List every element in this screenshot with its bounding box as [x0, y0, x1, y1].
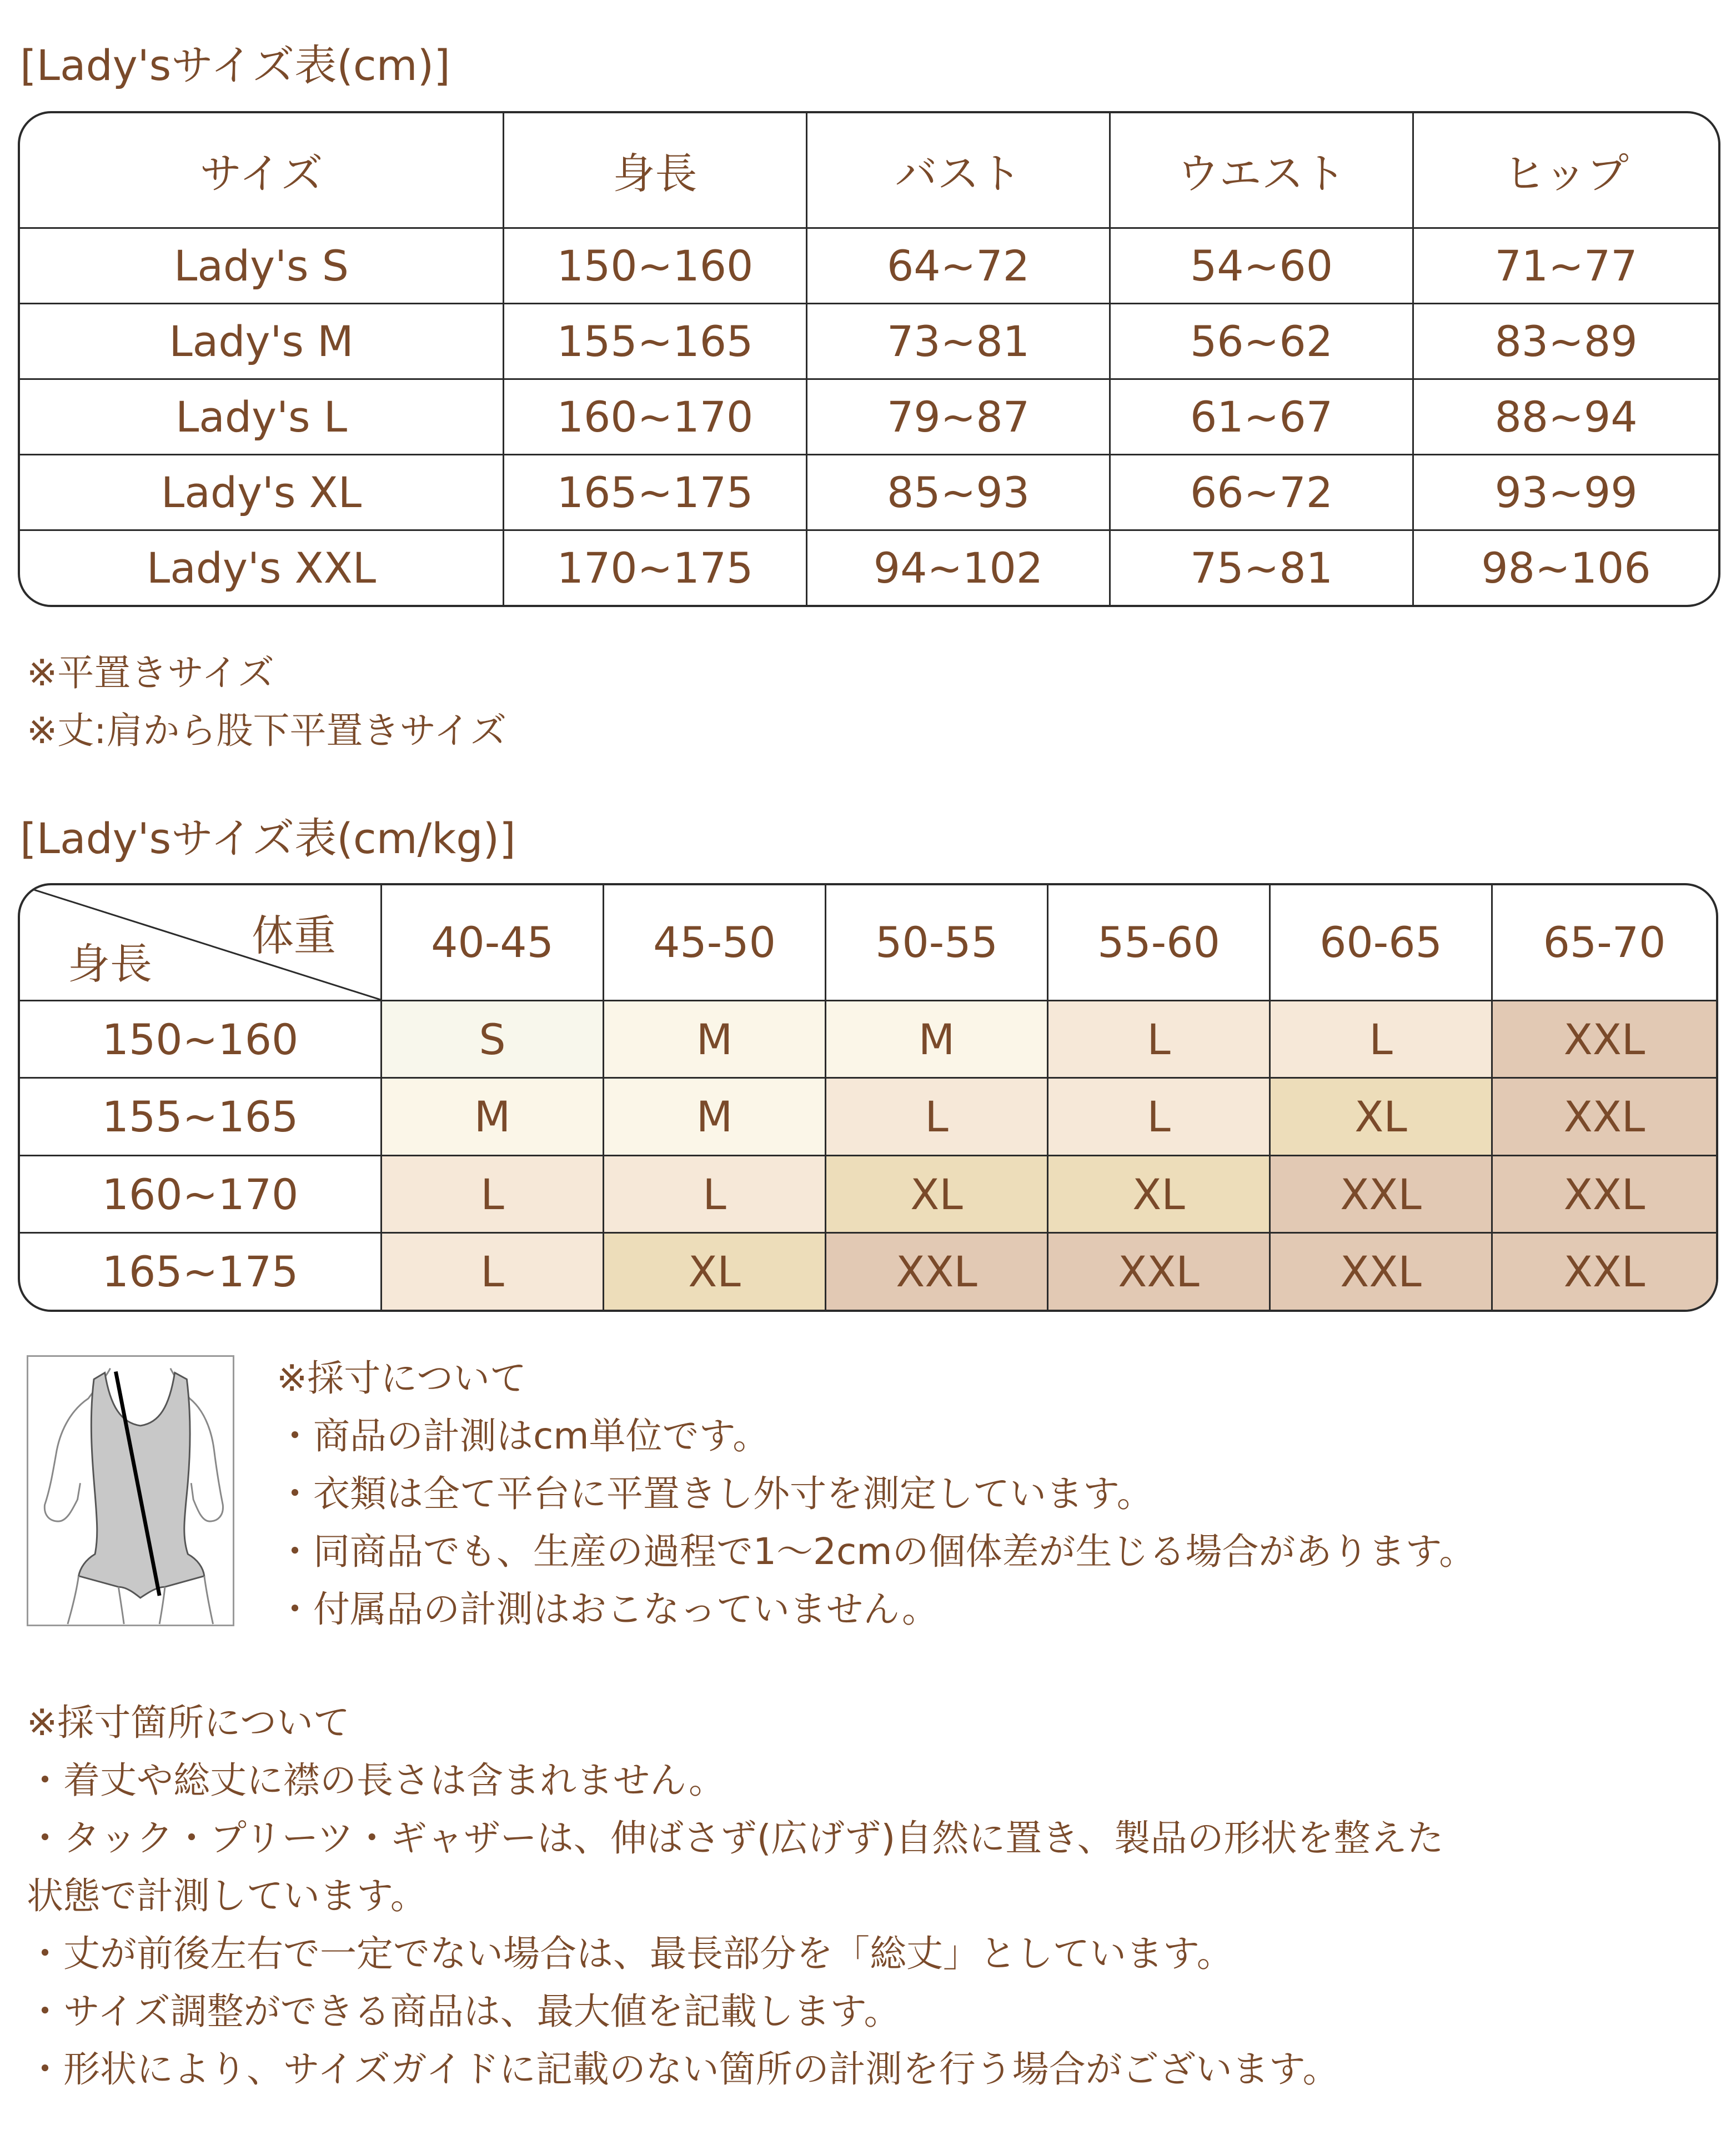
notes-heading: ※採寸について	[277, 1357, 526, 1400]
table-row	[20, 229, 1718, 304]
size-chart-table	[18, 111, 1720, 607]
size-cell: XXL	[1048, 1234, 1271, 1310]
hip-cell: 98~106	[1481, 543, 1651, 593]
size-cell: XXL	[1493, 1079, 1716, 1156]
hip-cell: 93~99	[1414, 455, 1718, 531]
size-cell: XXL	[1493, 1234, 1716, 1310]
point-item: ・着丈や総丈に襟の長さは含まれません。	[27, 1759, 725, 1802]
height-cell: 155~165	[504, 304, 807, 380]
size-cell: L	[1271, 1001, 1493, 1079]
size-cell: Lady's L	[20, 380, 504, 455]
size-cell: XXL	[1493, 1156, 1716, 1234]
table-row	[20, 1079, 1716, 1156]
size-chart-header-row	[20, 113, 1718, 229]
table-row	[20, 1156, 1716, 1234]
size-cell: L	[604, 1156, 826, 1234]
size-cell: S	[382, 1001, 604, 1079]
size-cell: XL	[826, 1156, 1048, 1234]
size-cell: XXL	[1271, 1156, 1493, 1234]
point-item: ・タック・プリーツ・ギャザーは、伸ばさず(広げず)自然に置き、製品の形状を整えた	[27, 1817, 1444, 1860]
measurement-points	[27, 1694, 1444, 2098]
size-cell: XXL	[826, 1234, 1048, 1310]
size-cell: XL	[1271, 1079, 1493, 1156]
bust-cell: 85~93	[807, 455, 1111, 531]
header-waist: ウエスト	[1111, 113, 1414, 229]
size-cell: M	[604, 1079, 826, 1156]
bust-cell: 73~81	[807, 304, 1111, 380]
header-hip: ヒップ	[1414, 113, 1718, 229]
weight-axis-label: 体重	[252, 911, 336, 960]
height-cell: 150~160	[504, 229, 807, 304]
hip-cell: 71~77	[1414, 229, 1718, 304]
note-item: ・付属品の計測はおこなっていません。	[277, 1588, 939, 1631]
note-line: ※丈:肩から股下平置きサイズ	[27, 709, 507, 752]
header-height: 身長	[504, 113, 807, 229]
size-cell: M	[826, 1001, 1048, 1079]
size-cell: L	[382, 1234, 604, 1310]
hip-cell: 88~94	[1414, 380, 1718, 455]
weight-header: 55-60	[1048, 885, 1271, 1001]
table-row	[20, 304, 1718, 380]
size-notes	[27, 644, 506, 760]
height-cell: 165~175	[504, 455, 807, 531]
waist-cell: 54~60	[1111, 229, 1414, 304]
size-cell: XXL	[1271, 1234, 1493, 1310]
weight-chart-title: [Lady'sサイズ表(cm/kg)]	[20, 814, 516, 863]
point-item: 状態で計測しています。	[27, 1875, 427, 1917]
size-cell: Lady's M	[20, 304, 504, 380]
header-bust: バスト	[807, 113, 1111, 229]
table-row	[20, 455, 1718, 531]
point-item: ・形状により、サイズガイドに記載のない箇所の計測を行う場合がございます。	[27, 2048, 1339, 2091]
bust-cell: 79~87	[807, 380, 1111, 455]
corner-cell	[20, 885, 382, 1001]
height-axis-label: 身長	[68, 939, 152, 989]
note-item: ・商品の計測はcm単位です。	[277, 1415, 770, 1457]
size-cell: L	[382, 1156, 604, 1234]
size-cell: M	[382, 1079, 604, 1156]
size-cell: M	[604, 1001, 826, 1079]
size-cell: Lady's XXL	[20, 531, 504, 605]
note-item: ・同商品でも、生産の過程で1〜2cmの個体差が生じる場合があります。	[277, 1530, 1476, 1573]
waist-cell: 66~72	[1111, 455, 1414, 531]
note-item: ・衣類は全て平台に平置きし外寸を測定しています。	[277, 1472, 1153, 1515]
height-cell: 165~175	[20, 1234, 382, 1310]
size-cell: Lady's XL	[20, 455, 504, 531]
size-chart-title: [Lady'sサイズ表(cm)]	[20, 41, 450, 90]
weight-chart-table	[18, 883, 1718, 1312]
weight-header: 40-45	[382, 885, 604, 1001]
size-cell: L	[1048, 1079, 1271, 1156]
bodysuit-illustration-icon	[28, 1357, 233, 1625]
measurement-figure	[27, 1355, 234, 1626]
weight-header: 60-65	[1271, 885, 1493, 1001]
waist-cell: 75~81	[1111, 531, 1414, 605]
bust-cell: 94~102	[807, 531, 1111, 605]
table-row	[20, 380, 1718, 455]
point-item: ・サイズ調整ができる商品は、最大値を記載します。	[27, 1990, 901, 2033]
point-item: ・丈が前後左右で一定でない場合は、最長部分を「総丈」としています。	[27, 1932, 1233, 1975]
points-heading: ※採寸箇所について	[27, 1701, 350, 1744]
height-cell: 150~160	[20, 1001, 382, 1079]
bust-cell: 64~72	[807, 229, 1111, 304]
size-cell: XXL	[1493, 1001, 1716, 1079]
header-size: サイズ	[20, 113, 504, 229]
measurement-notes	[277, 1350, 1476, 1638]
weight-header: 65-70	[1493, 885, 1716, 1001]
note-line: ※平置きサイズ	[27, 651, 275, 694]
height-cell: 160~170	[20, 1156, 382, 1234]
height-cell: 155~165	[20, 1079, 382, 1156]
hip-cell: 83~89	[1414, 304, 1718, 380]
size-cell: L	[1048, 1001, 1271, 1079]
weight-header: 50-55	[826, 885, 1048, 1001]
weight-chart-header-row	[20, 885, 1716, 1001]
table-row	[20, 531, 1718, 605]
weight-header: 45-50	[604, 885, 826, 1001]
size-cell: Lady's S	[20, 229, 504, 304]
table-row	[20, 1234, 1716, 1310]
waist-cell: 56~62	[1111, 304, 1414, 380]
size-cell: L	[826, 1079, 1048, 1156]
height-cell: 170~175	[504, 531, 807, 605]
height-cell: 160~170	[504, 380, 807, 455]
size-cell: XL	[1048, 1156, 1271, 1234]
waist-cell: 61~67	[1111, 380, 1414, 455]
table-row	[20, 1001, 1716, 1079]
size-cell: XL	[604, 1234, 826, 1310]
